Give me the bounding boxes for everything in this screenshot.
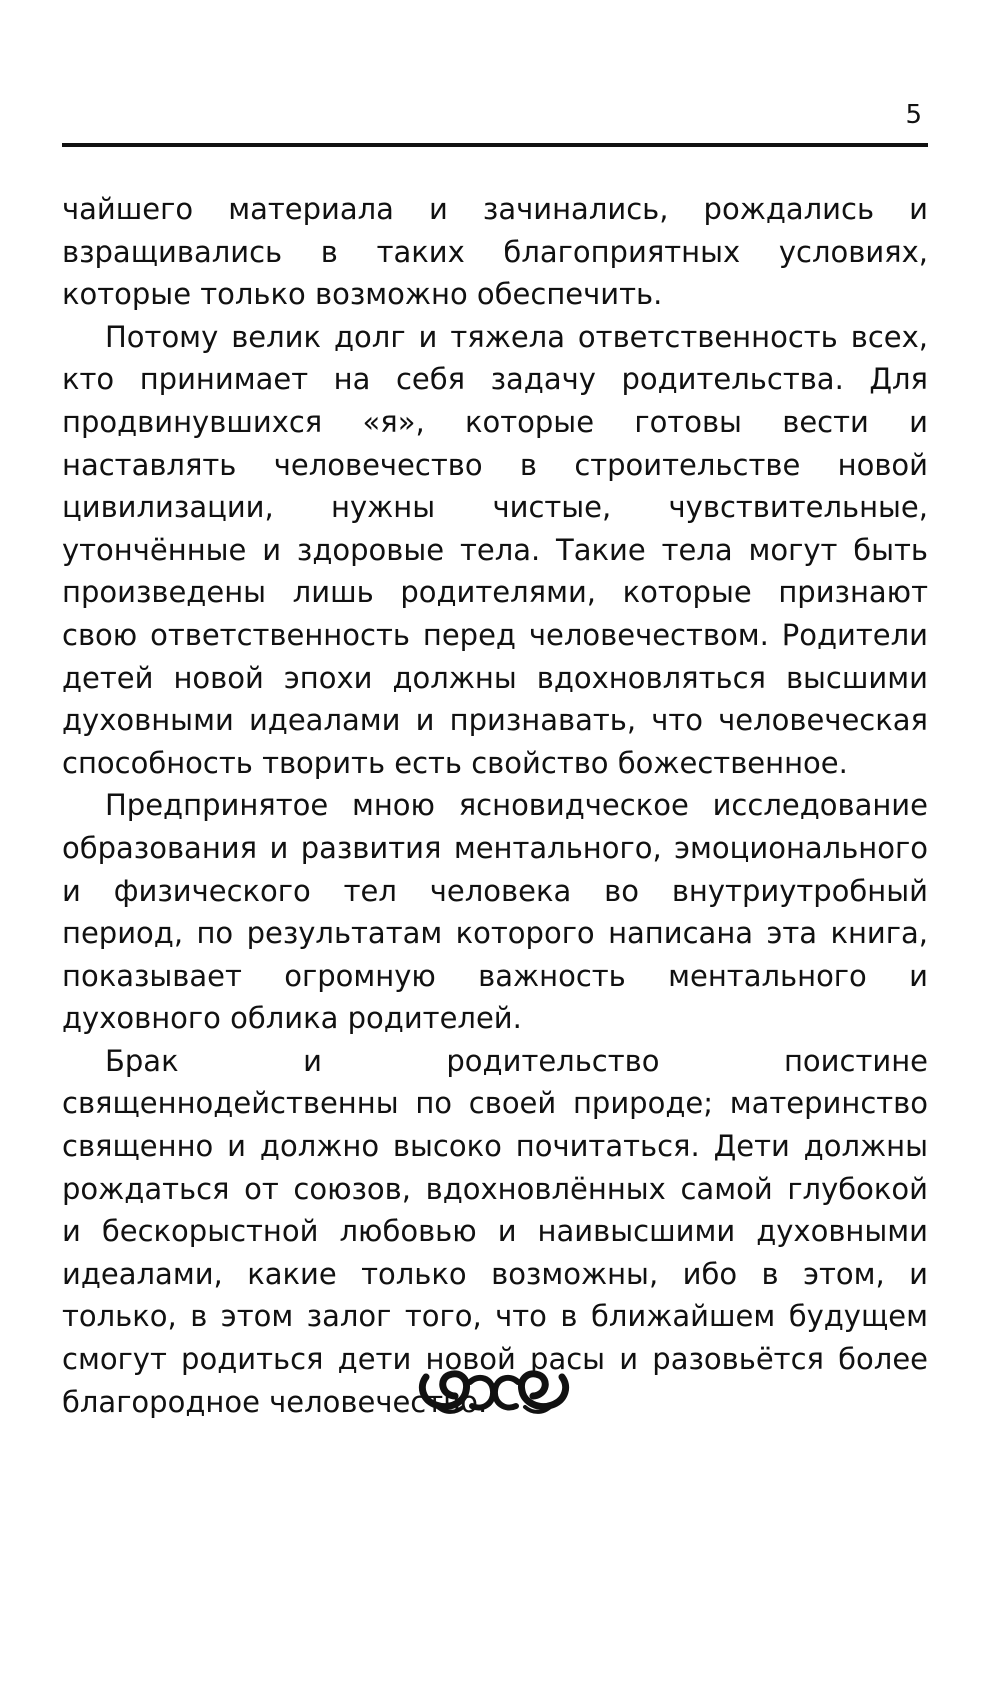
floral-ornament-icon <box>416 1364 572 1420</box>
header-rule <box>62 143 928 147</box>
paragraph-1: чайшего материала и зачинались, рождались и взращивались в таких благоприятных условиях, которые только возможно обеспечить. <box>62 192 928 312</box>
paragraph-3: Предпринятое мною ясновидческое исследование образования и развития ментального, эмоционального и физического тел человека во внутриутробный период, по результатам которого написана эта книга, показывает огромную важность ментального и духовного облика родителей. <box>62 788 928 1036</box>
body-text <box>62 188 928 1423</box>
paragraph-2: Потому велик долг и тяжела ответственность всех, кто принимает на себя задачу родительства. Для продвинувшихся «я», которые готовы вести и наставлять человечество в строительстве новой цивилизации, нужны чистые, чувствительные, утончённые и здоровые тела. Такие тела могут быть произведены лишь родителями, которые признают свою ответственность перед человечеством. Родители детей новой эпохи должны вдохновляться высшими духовными идеалами и признавать, что человеческая способность творить есть свойство божественное. <box>62 319 928 780</box>
paragraph-4: Брак и родительство поистине священнодейственны по своей природе; материнство священно и должно высоко почитаться. Дети должны рождаться от союзов, вдохновлённых самой глубокой и бескорыстной любовью и наивысшими духовными идеалами, какие только возможны, ибо в этом, и только, в этом залог того, что в ближайшем будущем смогут родиться дети новой расы и разовьётся более благородное человечество. <box>62 1043 928 1419</box>
page-number: 5 <box>905 100 922 130</box>
